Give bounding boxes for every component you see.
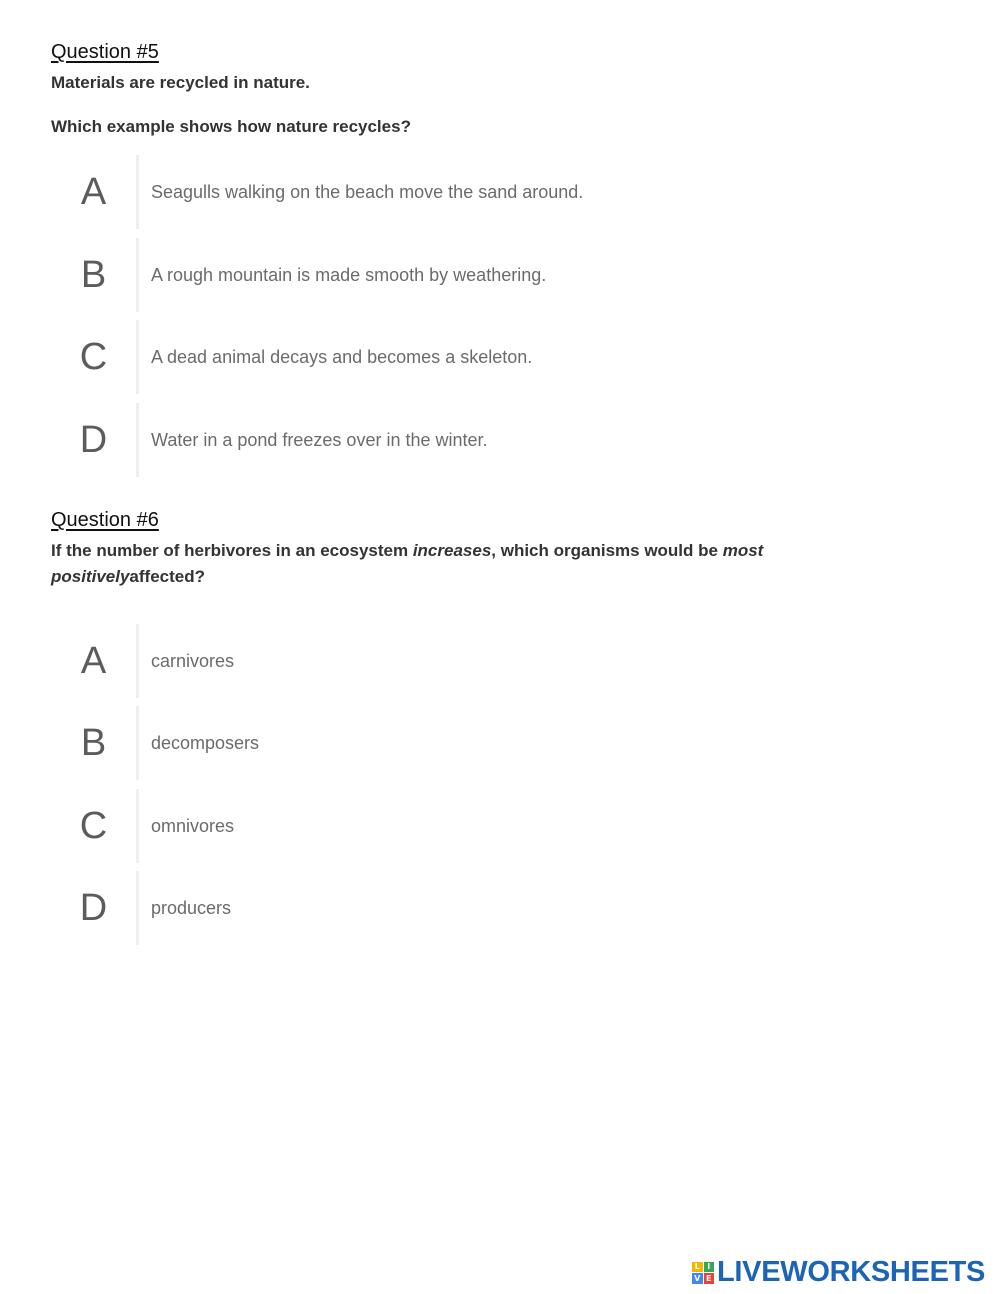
option-text: Seagulls walking on the beach move the sand around. — [151, 181, 584, 202]
prompt-emphasis: most positively — [51, 541, 764, 586]
q6-option-c[interactable] — [51, 789, 951, 863]
option-letter: D — [79, 419, 108, 461]
prompt-emphasis: increases — [412, 541, 492, 560]
q5-option-a[interactable] — [51, 155, 951, 229]
option-letter: B — [80, 254, 107, 296]
q6-option-b[interactable] — [51, 706, 951, 780]
liveworksheets-logo — [692, 1256, 985, 1289]
option-divider — [136, 624, 139, 698]
q5-option-d[interactable] — [51, 403, 951, 477]
option-divider — [136, 706, 139, 780]
logo-mark-cell: E — [704, 1273, 715, 1284]
option-divider — [136, 155, 139, 229]
question-5 — [51, 40, 951, 140]
q5-option-c[interactable] — [51, 320, 951, 394]
option-divider — [136, 238, 139, 312]
question-6 — [51, 508, 951, 590]
option-text: carnivores — [151, 650, 235, 671]
option-letter: A — [80, 640, 107, 682]
prompt-text: affected? — [129, 567, 205, 586]
option-text: A rough mountain is made smooth by weathering. — [151, 264, 547, 285]
logo-mark-cell: L — [692, 1262, 703, 1273]
logo-mark-cell: V — [692, 1273, 703, 1284]
logo-mark-cell: I — [704, 1262, 715, 1273]
q5-option-b[interactable] — [51, 238, 951, 312]
q6-option-a[interactable] — [51, 624, 951, 698]
option-text: omnivores — [151, 815, 235, 836]
option-divider — [136, 789, 139, 863]
logo-mark-icon — [692, 1262, 714, 1284]
prompt-text: If the number of herbivores in an ecosystem — [51, 541, 413, 560]
option-text: Water in a pond freezes over in the winter. — [151, 429, 488, 450]
prompt-text: , which organisms would be — [491, 541, 723, 560]
option-divider — [136, 403, 139, 477]
logo-text: LIVEWORKSHEETS — [717, 1256, 986, 1288]
question-statement: Materials are recycled in nature. — [51, 73, 310, 92]
question-title: Question #6 — [51, 509, 159, 531]
option-letter: B — [80, 722, 107, 764]
option-letter: D — [79, 887, 108, 929]
option-divider — [136, 320, 139, 394]
option-text: decomposers — [151, 732, 260, 753]
question-title: Question #5 — [51, 41, 159, 63]
question-prompt — [51, 538, 831, 590]
option-letter: C — [79, 805, 108, 847]
option-text: producers — [151, 897, 232, 918]
option-text: A dead animal decays and becomes a skeleton. — [151, 346, 533, 367]
question-prompt: Which example shows how nature recycles? — [51, 117, 411, 136]
q6-option-d[interactable] — [51, 871, 951, 945]
option-letter: C — [79, 336, 108, 378]
option-divider — [136, 871, 139, 945]
option-letter: A — [80, 171, 107, 213]
